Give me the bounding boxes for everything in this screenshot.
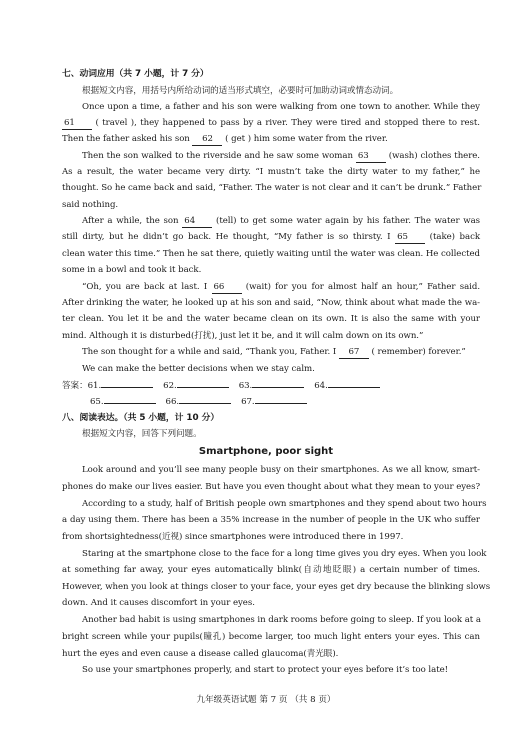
answer-62-number: 62. — [163, 381, 177, 391]
answer-66-blank[interactable] — [179, 403, 231, 404]
passage-line: from shortsightedness(近视) since smartphones were introduced there in 1997. — [62, 532, 404, 542]
section7-line — [62, 330, 480, 342]
answer-row-2 — [90, 396, 508, 408]
answer-67-number: 67. — [241, 397, 255, 407]
section7-line — [82, 346, 480, 359]
section7-line — [62, 297, 480, 309]
line-text: ( travel ), they happened to pass by a river. They were tired and stopped there to rest. — [92, 118, 480, 128]
line-text: “Oh, you are back at last. I — [82, 282, 212, 292]
line-text: The son thought for a while and said, “Thank you, Father. I — [82, 347, 339, 357]
section7-line — [82, 101, 480, 113]
answer-65-number: 65. — [90, 397, 104, 407]
section7-line — [62, 182, 480, 194]
answer-61-blank[interactable] — [101, 387, 153, 388]
line-text: thought. So he came back and said, “Father. The water is not clear and it can’t be drunk.” Father — [62, 183, 482, 193]
section7-line — [62, 248, 480, 260]
blank-61[interactable]: 61 — [62, 117, 92, 130]
line-text: (take) back — [425, 232, 480, 242]
passage-line: However, when you look at things closer to your face, your eyes get dry because the blinking slows — [62, 582, 491, 592]
line-text: Then the father asked his son — [62, 134, 193, 144]
blank-63[interactable]: 63 — [356, 150, 386, 163]
answer-label: 答案： — [62, 381, 88, 391]
passage-line: hurt the eyes and even cause a disease called glaucoma(青光眼). — [62, 649, 339, 659]
passage-line: down. And it causes discomfort in your eyes. — [62, 598, 255, 608]
line-text: (tell) to get some water again by his father. The water was — [212, 216, 481, 226]
section7-line — [62, 117, 480, 130]
section7-heading: 七、动词应用（共 7 小题，计 7 分） — [62, 69, 209, 79]
section7-line — [62, 264, 480, 276]
passage-line: bright screen while your pupils(瞳孔) become larger, too much light enters your eyes. This can — [62, 632, 480, 642]
answer-64-blank[interactable] — [328, 387, 380, 388]
blank-65[interactable]: 65 — [395, 231, 425, 244]
line-text: mind. Although it is disturbed(打扰), just let it be, and it will calm down on its own.” — [62, 331, 424, 341]
answer-66-number: 66. — [165, 397, 180, 407]
line-text: some in a bowl and took it back. — [62, 265, 202, 275]
section7-line — [62, 166, 480, 178]
line-text: After a while, the son — [82, 216, 183, 226]
answer-64-number: 64. — [314, 381, 328, 391]
passage-line: Staring at the smartphone close to the face for a long time gives you dry eyes. When you look — [82, 549, 487, 559]
section7-line — [82, 215, 480, 228]
blank-67[interactable]: 67 — [339, 346, 369, 359]
answer-row-1 — [62, 380, 480, 392]
blank-62[interactable]: 62 — [192, 133, 222, 146]
line-text: Once upon a time, a father and his son were walking from one town to another. While they — [82, 102, 480, 112]
passage-line: According to a study, half of British people own smartphones and they spend about two hours — [82, 499, 487, 509]
section7-line — [82, 150, 480, 163]
line-text: (wash) clothes there. — [385, 151, 480, 161]
page-footer: 九年级英语试题 第 7 页 （共 8 页） — [196, 695, 336, 705]
line-text: clean water this time.” Then he sat there, quietly waiting until the water was clean. He collected — [62, 249, 480, 259]
line-text: ( remember) forever.” — [368, 347, 466, 357]
line-text: Then the son walked to the riverside and he saw some woman — [82, 151, 356, 161]
line-text: As a result, the water became very dirty. “I mustn’t take the dirty water to my father,” he — [62, 167, 480, 177]
blank-66[interactable]: 66 — [212, 281, 242, 294]
passage-line: phones do make our lives easier. But have you even thought about what they mean to your eyes? — [62, 482, 480, 492]
section8-heading: 八、阅读表达。（共 5 小题，计 10 分） — [62, 413, 220, 423]
section7-instruction: 根据短文内容，用括号内所给动词的适当形式填空，必要时可加助动词或情态动词。 — [82, 86, 399, 96]
answer-63-number: 63. — [238, 381, 253, 391]
answer-67-blank[interactable] — [255, 403, 307, 404]
passage-line: Another bad habit is using smartphones in dark rooms before going to sleep. If you look at a — [82, 615, 481, 625]
passage-line: So use your smartphones properly, and start to protect your eyes before it’s too late! — [82, 665, 449, 675]
section7-line — [62, 133, 480, 146]
section8-instruction: 根据短文内容，回答下列问题。 — [82, 429, 202, 439]
line-text: still dirty, but he didn’t go back. He thought, “My father is so thirsty. I — [62, 232, 396, 242]
line-text: After drinking the water, he looked up at his son and said, “Now, think about what made the wa- — [62, 298, 480, 308]
passage-line: Look around and you’ll see many people busy on their smartphones. As we all know, smart- — [82, 465, 480, 475]
line-text: said nothing. — [62, 200, 119, 210]
blank-64[interactable]: 64 — [182, 215, 212, 228]
passage-line: a day using them. There has been a 35% increase in the number of people in the UK who suffer — [62, 515, 480, 525]
line-text: ter clean. You let it be and the water became clean on its own. It is also the same with your — [62, 314, 480, 324]
passage-line: at something far away, your eyes automatically blink(自动地眨眼) a certain number of times. — [62, 565, 480, 575]
section7-line — [82, 281, 480, 294]
line-text: (wait) for you for almost half an hour,” Father said. — [241, 282, 481, 292]
section7-line — [62, 199, 480, 211]
passage-title: Smartphone, poor sight — [198, 446, 334, 457]
line-text: ( get ) him some water from the river. — [222, 134, 388, 144]
answer-62-blank[interactable] — [177, 387, 229, 388]
answer-65-blank[interactable] — [104, 403, 156, 404]
section7-line — [62, 313, 480, 325]
section7-line — [82, 363, 480, 375]
section7-line — [62, 231, 480, 244]
answer-63-blank[interactable] — [252, 387, 304, 388]
line-text: We can make the better decisions when we stay calm. — [82, 364, 315, 374]
answer-61-number: 61. — [87, 381, 102, 391]
